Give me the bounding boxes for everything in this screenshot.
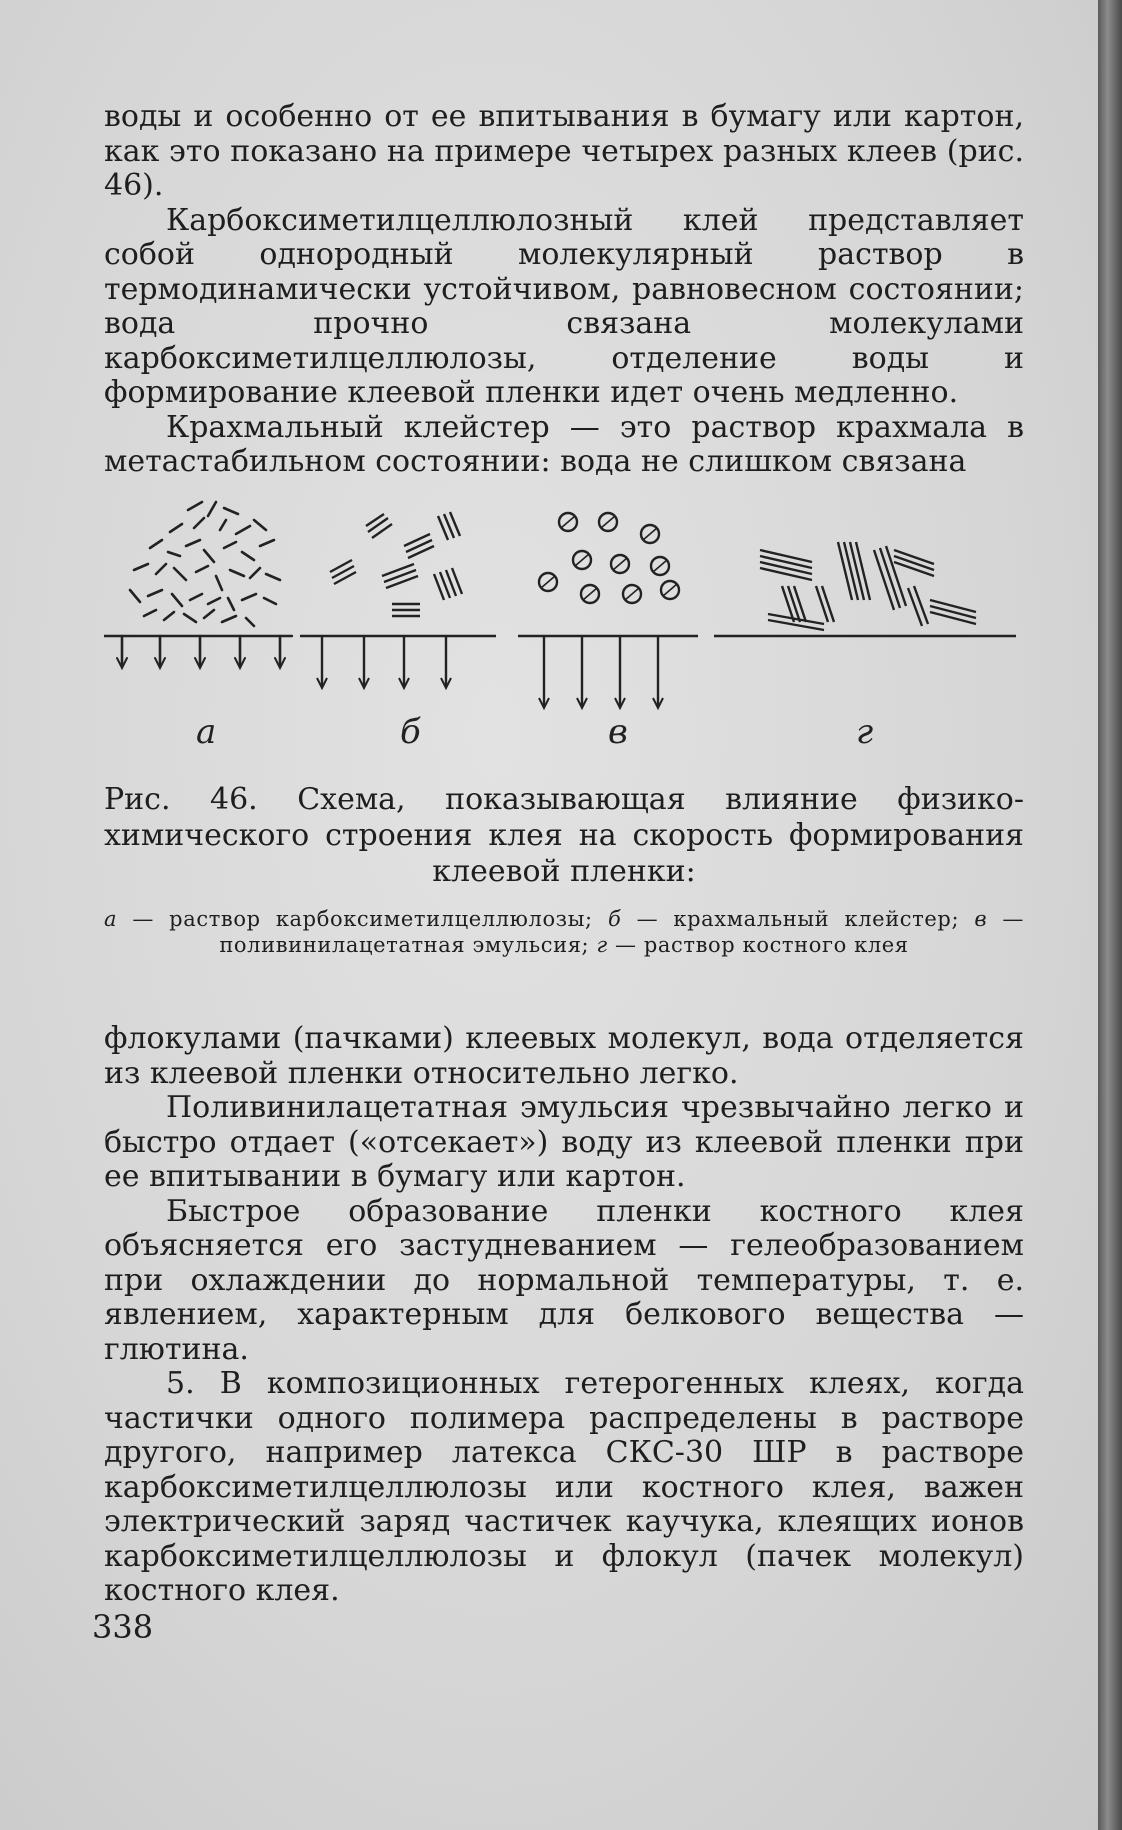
body-text-top xyxy=(104,100,1024,480)
paragraph: 5. В композиционных гетерогенных клеях, когда частички одного полимера распределены в растворе другого, например латекса СКС-30 ШР в растворе карбоксиметилцеллюлозы или костного клея, важен электрический заряд частичек каучука, клеящих ионов карбоксиметилцеллюлозы и флокул (пачек молекул) костного клея. xyxy=(104,1366,1024,1608)
paragraph: Карбоксиметилцеллюлозный клей представляет собой однородный молекулярный раствор в термодинамически устойчивом, равновесном состоянии; вода прочно связана молекулами карбоксиметилцеллюлозы, отделение воды и формирование клеевой пленки идет очень медленно. xyxy=(104,202,1024,410)
panel-a-molecular-solution xyxy=(104,502,292,668)
paragraph: Поливинилацетатная эмульсия чрезвычайно легко и быстро отдает («отсекает») воду из клеевой пленки при ее впитывании в бумагу или картон. xyxy=(104,1090,1024,1194)
figure-46-diagram xyxy=(104,490,1024,760)
panel-b-starch-paste xyxy=(300,512,496,688)
figure-46 xyxy=(104,490,1024,760)
panel-c-pva-emulsion xyxy=(518,513,698,708)
paragraph: флокулами (пачками) клеевых молекул, вода отделяется из клеевой пленки относительно легко. xyxy=(104,1021,1024,1091)
legend-text-b: — крахмальный клейстер; xyxy=(621,907,975,931)
book-edge-shadow xyxy=(1098,0,1122,1830)
legend-key-c: в xyxy=(974,907,988,931)
legend-key-b: б xyxy=(607,907,622,931)
figure-label-b: б xyxy=(400,712,421,752)
figure-label-a: а xyxy=(196,712,217,752)
paragraph: Быстрое образование пленки костного клея объясняется его застудневанием — гелеобразованием при охлаждении до нормальной температуры, т. е. явлением, характерным для белкового вещества — глютина. xyxy=(104,1193,1024,1367)
figure-label-d: г xyxy=(856,712,874,752)
legend-key-a: а xyxy=(104,907,118,931)
page-number: 338 xyxy=(92,1608,154,1646)
paragraph: воды и особенно от ее впитывания в бумагу или картон, как это показано на примере четырех разных клеев (рис. 46). xyxy=(104,99,1024,203)
legend-text-c: — поливинилацетатная эмульсия; xyxy=(219,907,1024,957)
body-text-bottom xyxy=(104,1022,1024,1609)
panel-d-bone-glue-solution xyxy=(714,542,1016,636)
legend-text-d: — раствор костного клея xyxy=(607,933,909,957)
figure-label-c: в xyxy=(608,712,628,752)
figure-caption xyxy=(104,782,1024,890)
caption-title: Рис. 46. Схема, показывающая влияние физико-химического строения клея на скорость формирования клеевой пленки: xyxy=(104,782,1024,889)
legend-key-d: г xyxy=(596,933,608,957)
figure-legend xyxy=(104,906,1024,958)
legend-text-a: — раствор карбоксиметилцеллюлозы; xyxy=(117,907,608,931)
paragraph: Крахмальный клейстер — это раствор крахмала в метастабильном состоянии: вода не слишком связана xyxy=(104,409,1024,479)
